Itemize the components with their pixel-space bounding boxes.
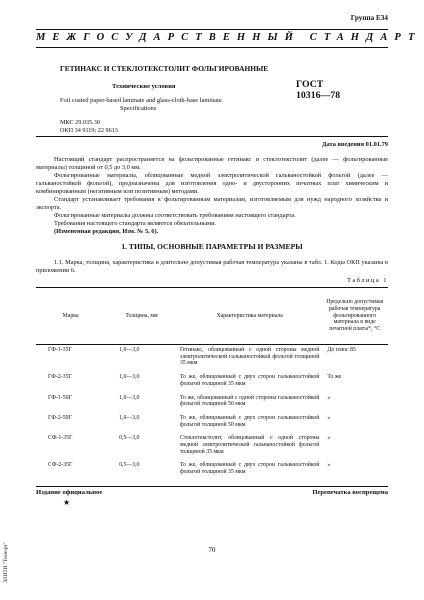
cell-thickness: 0,5—3,0 <box>119 462 140 469</box>
table-row <box>36 393 388 413</box>
table-caption: Таблица 1 <box>347 277 388 284</box>
english-title <box>60 97 223 113</box>
classification-codes <box>60 119 118 135</box>
section-1-title: 1. ТИПЫ, ОСНОВНЫЕ ПАРАМЕТРЫ И РАЗМЕРЫ <box>121 242 303 251</box>
intro-paragraph-5-text: Требования настоящего стандарта являются обязательными. <box>54 220 217 227</box>
table-row <box>36 460 388 480</box>
section-1-paragraph <box>36 259 388 275</box>
table-row <box>36 345 388 373</box>
cell-description: То же, облицованный с одной стороны гальваностойкой фольгой толщиной 50 мкм <box>179 394 320 408</box>
intro-paragraph-2-text: Фольгированные материалы, облицованные медной электролитической гальваностойкой фольгой (далее — гальваностойкой фольгой), предназначены для изготовления одно- и двусторонних печатных плат химическим и комбинированным (негативным или позитивным) методами. <box>36 172 388 195</box>
cell-temperature: До плюс 85 <box>327 347 356 353</box>
section-1-paragraph-text: 1.1. Марка, толщина, характеристика и длительно допустимая рабочая температура указаны в табл. 1. Коды ОКП указаны в приложении 6. <box>36 259 388 274</box>
cell-description: То же, облицованный с двух сторон гальваностойкой фольгой толщиной 50 мкм <box>179 414 320 428</box>
footer-divider <box>36 486 388 487</box>
cell-thickness: 0,5—3,0 <box>119 435 140 442</box>
page-number: 70 <box>208 546 216 554</box>
amendment-note <box>36 228 388 236</box>
intro-paragraph-5 <box>36 220 388 228</box>
cell-mark: ГФ-2-35Г <box>48 374 72 381</box>
cell-thickness: 1,0—3,0 <box>119 414 140 421</box>
header-divider <box>36 136 388 137</box>
table-row <box>36 372 388 392</box>
header-thickness: Толщина, мм <box>105 288 178 345</box>
group-code: Группа Е34 <box>350 14 388 22</box>
cell-temperature: » <box>327 414 331 421</box>
header-temperature: Предельно допустимая рабочая температура фольгированного материала в виде печатной платы*, °С <box>321 288 388 345</box>
cell-temperature: » <box>327 435 331 442</box>
english-title-line2: Specifications <box>120 105 157 112</box>
okp-code: ОКП 34 9119; 22 9613 <box>60 127 118 134</box>
intro-paragraph-3-text: Стандарт устанавливает требования к фольгированным материалам, изготовляемым для нужд народного хозяйства и экспорта. <box>36 196 388 211</box>
gost-number <box>296 79 340 101</box>
materials-table <box>36 287 388 481</box>
cell-mark: ГФ-1-50Г <box>48 394 72 401</box>
cell-mark: ГФ-2-50Г <box>48 414 72 421</box>
cell-description: То же, облицованный с двух сторон гальваностойкой фольгой толщиной 35 мкм <box>179 374 320 387</box>
intro-paragraph-2 <box>36 172 388 196</box>
cell-mark: СФ-1-35Г <box>48 435 73 442</box>
intro-paragraph-1-text: Настоящий стандарт распространяется на фольгированные гетинакс и стеклотекстолит (далее — фольгированные материалы) толщиной от 0,5 до 3,0 мм. <box>36 156 388 171</box>
standard-banner <box>36 29 422 48</box>
cell-temperature: » <box>327 462 331 469</box>
document-subtitle: Технические условия <box>112 83 176 90</box>
banner-text: МЕЖГОСУДАРСТВЕННЫЙ СТАНДАРТ <box>36 32 422 43</box>
cell-temperature: То же <box>327 374 342 381</box>
introduction-date: Дата введения 01.01.79 <box>322 141 388 148</box>
intro-paragraph-1 <box>36 156 388 172</box>
cell-thickness: 1,0—3,0 <box>119 347 140 353</box>
header-mark: Марка <box>36 288 105 345</box>
mks-code: МКС 29.035.30 <box>60 119 100 126</box>
intro-paragraph-4 <box>36 212 388 220</box>
cell-description: То же, облицованный с двух сторон гальваностойкой фольгой толщиной 35 мкм <box>179 462 320 476</box>
intro-paragraph-4-text: Фольгированные материалы должны соответствовать требованиям настоящего стандарта. <box>54 212 296 219</box>
table-header-row <box>36 288 388 345</box>
cell-temperature: » <box>327 394 331 401</box>
gost-code: 10316—78 <box>296 90 341 101</box>
amendment-note-text: (Измененная редакция, Изм. № 5, 6). <box>54 228 159 235</box>
header-characteristic: Характеристика материала <box>178 288 321 345</box>
english-title-line1: Foil coated paper-based laminate and glass-cloth-base laminate. <box>60 97 224 104</box>
cell-thickness: 1,0—3,0 <box>119 374 140 381</box>
cell-mark: СФ-2-35Г <box>48 462 73 469</box>
official-edition-label: Издание официальное <box>36 489 103 496</box>
star-icon: ★ <box>63 498 71 507</box>
table-row <box>36 433 388 460</box>
gost-label: ГОСТ <box>296 79 324 90</box>
cell-mark: ГФ-1-35Г <box>48 347 72 353</box>
cell-description: Гетинакс, облицованный с одной стороны медной электролитической гальваностойкой фольгой толщиной 35 мкм <box>179 347 320 367</box>
table-row <box>36 413 388 433</box>
intro-paragraph-3 <box>36 196 388 212</box>
cell-thickness: 1,0—3,0 <box>119 394 140 401</box>
reprint-prohibited-label: Перепечатка воспрещена <box>312 489 388 496</box>
document-title: ГЕТИНАКС И СТЕКЛОТЕКСТОЛИТ ФОЛЬГИРОВАННЫЕ <box>60 64 269 73</box>
cell-description: Стеклотекстолит, облицованный с одной стороны медной электролитической гальваностойкой фольгой толщиной 35 мкм <box>179 435 320 455</box>
side-watermark-text: ЭЛИТИ "Технорт" <box>3 542 9 583</box>
